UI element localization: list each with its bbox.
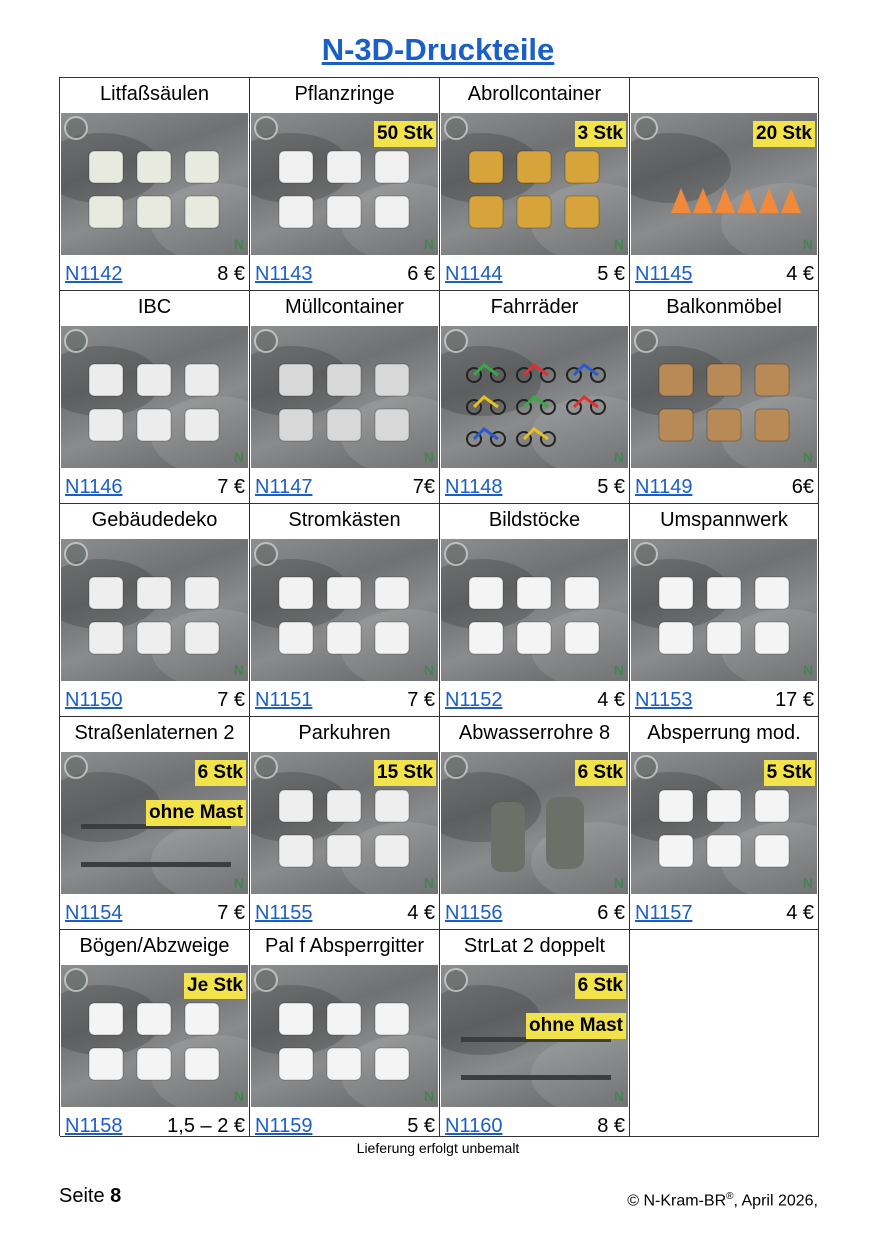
product-photo — [631, 113, 817, 255]
product-cell-n1150 — [60, 504, 250, 717]
product-name: Umspannwerk — [660, 509, 788, 531]
product-price: 7 € — [217, 689, 245, 711]
brand-logo-icon — [64, 542, 88, 566]
product-price: 6 € — [597, 902, 625, 924]
product-price: 6 € — [407, 263, 435, 285]
watermark-icon: N — [423, 449, 434, 465]
product-name: Abwasserrohre 8 — [458, 722, 611, 744]
watermark-icon: N — [233, 875, 244, 891]
product-cell-n1147 — [250, 291, 440, 504]
product-photo — [441, 752, 628, 894]
product-name: Balkonmöbel — [666, 296, 782, 318]
muell-icon — [271, 356, 421, 456]
laterne-icon — [81, 782, 231, 882]
product-price: 8 € — [217, 263, 245, 285]
product-name: Abrollcontainer — [467, 83, 602, 105]
watermark-icon: N — [613, 449, 624, 465]
bogen-icon — [81, 995, 231, 1095]
brand-logo-icon — [254, 542, 278, 566]
brand-logo-icon — [64, 968, 88, 992]
watermark-icon: N — [613, 662, 624, 678]
product-photo — [61, 539, 248, 681]
watermark-icon: N — [613, 875, 624, 891]
product-cell-n1144 — [440, 78, 630, 291]
product-code-link[interactable]: N1149 — [635, 476, 693, 498]
product-cell-n1158 — [60, 930, 250, 1137]
quantity-badge: 6 Stk — [575, 760, 626, 786]
product-price: 7 € — [217, 902, 245, 924]
furniture-icon — [651, 356, 801, 456]
litfass-icon — [81, 143, 231, 243]
product-name: Parkuhren — [298, 722, 391, 744]
watermark-icon: N — [802, 449, 813, 465]
brand-logo-icon — [634, 542, 658, 566]
container-icon — [461, 143, 611, 243]
brand-logo-icon — [64, 755, 88, 779]
umspannwerk-icon — [651, 569, 801, 669]
product-cell-n1153 — [630, 504, 819, 717]
product-photo — [251, 752, 438, 894]
brand-logo-icon — [254, 968, 278, 992]
watermark-icon: N — [233, 449, 244, 465]
ibc-icon — [81, 356, 231, 456]
product-price: 8 € — [597, 1115, 625, 1137]
watermark-icon: N — [613, 236, 624, 252]
product-code-link[interactable]: N1142 — [65, 263, 123, 285]
product-price: 7 € — [407, 689, 435, 711]
product-photo — [441, 326, 628, 468]
copyright-prefix: © N-Kram-BR — [627, 1192, 727, 1210]
product-cell-n1160 — [440, 930, 630, 1137]
brand-logo-icon — [254, 329, 278, 353]
product-cell-n1146 — [60, 291, 250, 504]
bildstock-icon — [461, 569, 611, 669]
product-name: StrLat 2 doppelt — [463, 935, 606, 957]
product-name: Pal f Absperrgitter — [265, 935, 424, 957]
stromkasten-icon — [271, 569, 421, 669]
watermark-icon: N — [802, 875, 813, 891]
product-photo — [631, 326, 817, 468]
deko-icon — [81, 569, 231, 669]
watermark-icon: N — [802, 662, 813, 678]
product-code-link[interactable]: N1154 — [65, 902, 123, 924]
product-code-link[interactable]: N1151 — [255, 689, 313, 711]
product-code-link[interactable]: N1146 — [65, 476, 123, 498]
watermark-icon: N — [802, 236, 813, 252]
product-photo — [631, 539, 817, 681]
product-cell-n1154 — [60, 717, 250, 930]
product-name: IBC — [137, 296, 172, 318]
product-cell-n1155 — [250, 717, 440, 930]
quantity-badge: 15 Stk — [374, 760, 436, 786]
product-code-link[interactable]: N1155 — [255, 902, 313, 924]
absperrung-icon — [651, 782, 801, 882]
brand-logo-icon — [444, 755, 468, 779]
copyright — [627, 1186, 818, 1212]
product-name: Stromkästen — [288, 509, 401, 531]
product-name: Fahrräder — [490, 296, 579, 318]
product-photo — [631, 752, 817, 894]
product-photo — [441, 113, 628, 255]
brand-logo-icon — [634, 116, 658, 140]
product-photo — [61, 965, 248, 1107]
product-price: 4 € — [597, 689, 625, 711]
watermark-icon: N — [423, 1088, 434, 1104]
product-price: 6€ — [791, 476, 814, 498]
product-code-link[interactable]: N1152 — [445, 689, 503, 711]
page-number-value: 8 — [110, 1185, 122, 1207]
brand-logo-icon — [254, 116, 278, 140]
product-name: Absperrung mod. — [647, 722, 801, 744]
product-photo — [251, 965, 438, 1107]
quantity-badge: Je Stk — [184, 973, 246, 999]
product-cell-n1151 — [250, 504, 440, 717]
product-cell-n1152 — [440, 504, 630, 717]
brand-logo-icon — [254, 755, 278, 779]
note-badge: ohne Mast — [146, 800, 246, 826]
empty-cell — [630, 930, 819, 1137]
product-name: Müllcontainer — [285, 296, 404, 318]
product-name: Litfaßsäulen — [100, 83, 209, 105]
quantity-badge: 3 Stk — [575, 121, 626, 147]
product-photo — [61, 113, 248, 255]
product-price: 5 € — [407, 1115, 435, 1137]
brand-logo-icon — [444, 968, 468, 992]
product-code-link[interactable]: N1159 — [255, 1115, 313, 1137]
laterne-doppelt-icon — [461, 995, 611, 1095]
product-name: Bögen/Abzweige — [79, 935, 230, 957]
watermark-icon: N — [233, 1088, 244, 1104]
product-name: Gebäudedeko — [91, 509, 218, 531]
watermark-icon: N — [233, 662, 244, 678]
page-title: N-3D-Druckteile — [321, 32, 555, 67]
product-code-link[interactable]: N1147 — [255, 476, 313, 498]
product-price: 7€ — [412, 476, 435, 498]
watermark-icon: N — [613, 1088, 624, 1104]
parkuhr-icon — [271, 782, 421, 882]
product-cell-n1159 — [250, 930, 440, 1137]
product-price: 4 € — [786, 263, 814, 285]
product-cell-n1157 — [630, 717, 819, 930]
product-price: 1,5 – 2 € — [167, 1115, 245, 1137]
quantity-badge: 50 Stk — [374, 121, 436, 147]
brand-logo-icon — [64, 329, 88, 353]
quantity-badge: 6 Stk — [195, 760, 246, 786]
rohr-icon — [461, 782, 611, 882]
brand-logo-icon — [444, 116, 468, 140]
product-price: 5 € — [597, 263, 625, 285]
product-photo — [441, 539, 628, 681]
page-prefix: Seite — [59, 1185, 105, 1207]
product-cell-n1145 — [630, 78, 819, 291]
product-photo — [61, 752, 248, 894]
product-cell-n1143 — [250, 78, 440, 291]
cone-icon — [651, 143, 801, 243]
watermark-icon: N — [423, 236, 434, 252]
product-name: Bildstöcke — [488, 509, 581, 531]
note-badge: ohne Mast — [526, 1013, 626, 1039]
product-code-link[interactable]: N1156 — [445, 902, 503, 924]
product-price: 5 € — [597, 476, 625, 498]
product-cell-n1149 — [630, 291, 819, 504]
brand-logo-icon — [634, 329, 658, 353]
product-photo — [61, 326, 248, 468]
product-price: 4 € — [786, 902, 814, 924]
watermark-icon: N — [233, 236, 244, 252]
product-code-link[interactable]: N1148 — [445, 476, 503, 498]
product-price: 17 € — [775, 689, 814, 711]
product-code-link[interactable]: N1143 — [255, 263, 313, 285]
quantity-badge: 6 Stk — [575, 973, 626, 999]
quantity-badge: 20 Stk — [753, 121, 815, 147]
product-cell-n1156 — [440, 717, 630, 930]
watermark-icon: N — [423, 662, 434, 678]
page-number — [59, 1184, 121, 1208]
product-price: 7 € — [217, 476, 245, 498]
delivery-note: Lieferung erfolgt unbemalt — [356, 1140, 520, 1156]
watermark-icon: N — [423, 875, 434, 891]
product-name: Straßenlaternen 2 — [74, 722, 235, 744]
registered-mark: ® — [726, 1191, 734, 1202]
product-cell-n1148 — [440, 291, 630, 504]
product-photo — [251, 539, 438, 681]
product-code-link[interactable]: N1150 — [65, 689, 123, 711]
product-grid — [59, 77, 818, 1136]
copyright-suffix: , April 2026, — [733, 1192, 818, 1210]
product-price: 4 € — [407, 902, 435, 924]
product-code-link[interactable]: N1153 — [635, 689, 693, 711]
product-photo — [441, 965, 628, 1107]
product-code-link[interactable]: N1160 — [445, 1115, 503, 1137]
product-code-link[interactable]: N1145 — [635, 263, 693, 285]
product-photo — [251, 113, 438, 255]
product-code-link[interactable]: N1157 — [635, 902, 693, 924]
bicycle-icon — [461, 356, 611, 456]
product-code-link[interactable]: N1144 — [445, 263, 503, 285]
palette-icon — [271, 995, 421, 1095]
brand-logo-icon — [444, 542, 468, 566]
brand-logo-icon — [444, 329, 468, 353]
quantity-badge: 5 Stk — [764, 760, 815, 786]
brand-logo-icon — [634, 755, 658, 779]
product-name: Pflanzringe — [294, 83, 395, 105]
product-code-link[interactable]: N1158 — [65, 1115, 123, 1137]
product-photo — [251, 326, 438, 468]
pflanzringe-icon — [271, 143, 421, 243]
brand-logo-icon — [64, 116, 88, 140]
product-cell-n1142 — [60, 78, 250, 291]
